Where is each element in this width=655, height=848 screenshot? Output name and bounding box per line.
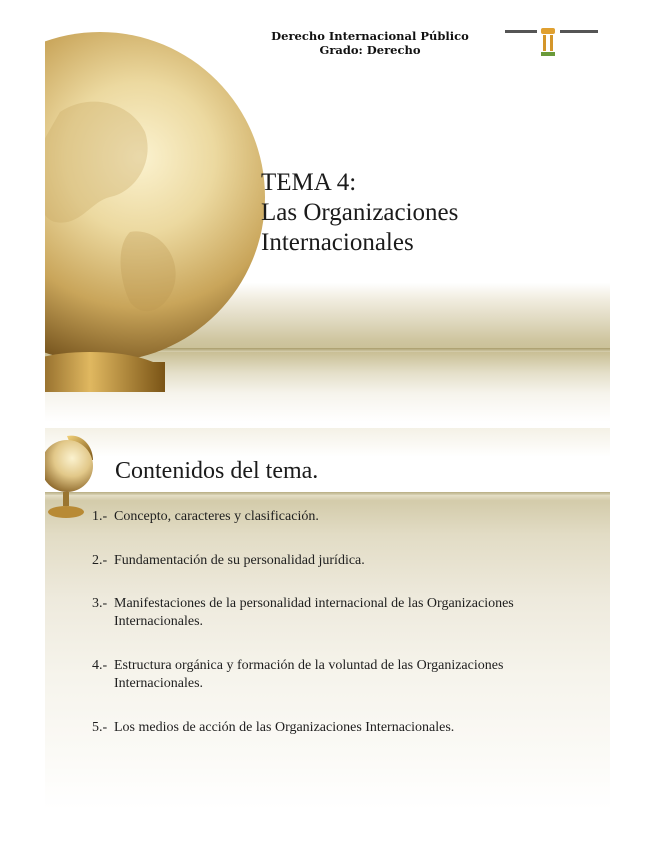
item-number: 3.- [92,596,108,611]
item-text: Concepto, caracteres y clasificación. [114,509,319,524]
title-line-2: Las Organizaciones [261,199,459,226]
globe-icon [45,12,270,392]
title-slide [45,12,610,422]
item-text: Manifestaciones de la personalidad internacional de las Organizaciones Internacionales. [114,596,514,629]
slide-title [261,168,458,258]
list-item [92,508,592,526]
list-item [92,552,592,570]
item-text: Fundamentación de su personalidad jurídica. [114,553,365,568]
item-number: 1.- [92,509,108,524]
course-header [250,29,490,57]
degree-name: Grado: Derecho [319,43,421,57]
list-item [92,657,592,693]
list-item [92,719,592,737]
item-text: Los medios de acción de las Organizaciones Internacionales. [114,720,455,735]
item-number: 5.- [92,720,108,735]
contents-slide [45,428,610,810]
decorative-rule [45,492,610,495]
contents-list [92,508,592,737]
item-number: 2.- [92,553,108,568]
course-name: Derecho Internacional Público [271,29,469,43]
title-line-3: Internacionales [261,229,414,256]
small-globe-icon [45,428,99,520]
university-logo-icon [505,26,600,60]
item-number: 4.- [92,658,108,673]
contents-heading: Contenidos del tema. [115,458,319,484]
item-text: Estructura orgánica y formación de la voluntad de las Organizaciones Internacionales. [114,658,504,691]
list-item [92,595,592,631]
title-line-1: TEMA 4: [261,169,357,196]
